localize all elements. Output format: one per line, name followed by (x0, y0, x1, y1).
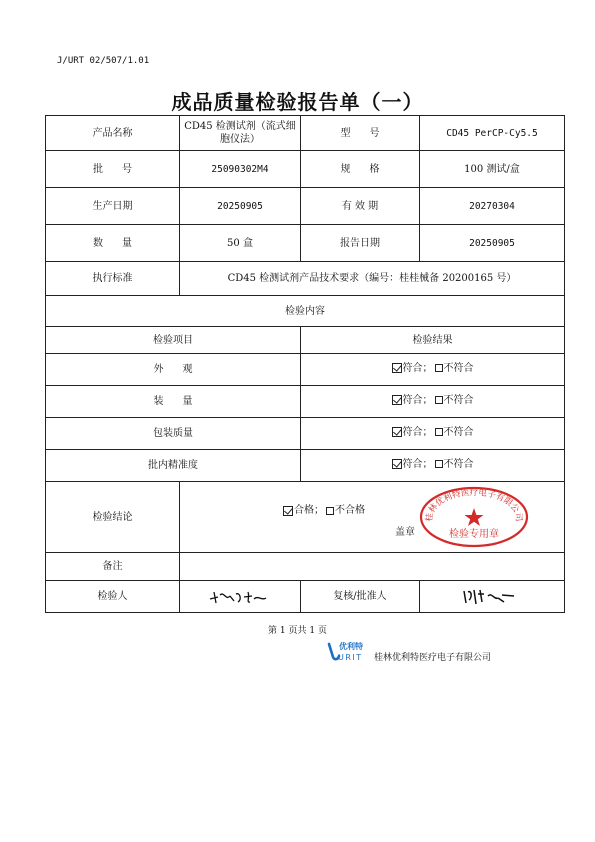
inspection-result (301, 354, 565, 386)
stamp-star-icon (465, 508, 484, 526)
inspection-result-header: 检验结果 (301, 327, 565, 354)
inspection-result (301, 386, 565, 418)
fail-label: 不符合 (443, 362, 474, 374)
quantity-label: 数 量 (46, 225, 180, 262)
stamp-top-text: 桂林优利特医疗电子有限公司 (424, 488, 524, 523)
section-title: 检验内容 (46, 296, 565, 327)
fail-checkbox[interactable] (435, 396, 443, 404)
inspector-label: 检验人 (46, 581, 180, 613)
qualified-checkbox[interactable] (283, 506, 293, 516)
expiry-label: 有 效 期 (301, 188, 420, 225)
inspection-header-row (46, 327, 565, 354)
unqualified-label: 不合格 (335, 505, 365, 516)
fail-label: 不符合 (443, 394, 474, 406)
fail-label: 不符合 (443, 426, 474, 438)
inspection-item-name: 批内精准度 (46, 450, 301, 482)
batch-label: 批 号 (46, 151, 180, 188)
remarks-label: 备注 (46, 553, 180, 581)
product-name-label: 产品名称 (46, 116, 180, 151)
model-label: 型 号 (301, 116, 420, 151)
conclusion-row (46, 482, 565, 553)
fail-checkbox[interactable] (435, 460, 443, 468)
pass-label: 符合； (402, 362, 433, 374)
pass-label: 符合； (402, 426, 433, 438)
reviewer-signature (420, 581, 565, 613)
inspection-result (301, 450, 565, 482)
standard-row (46, 262, 565, 296)
inspection-item-name: 包装质量 (46, 418, 301, 450)
expiry-value: 20270304 (420, 188, 565, 225)
inspector-signature-icon (204, 587, 276, 607)
inspection-stamp (418, 486, 530, 548)
inspection-result (301, 418, 565, 450)
reviewer-signature-icon (456, 586, 528, 608)
standard-value: CD45 检测试剂产品技术要求（编号：桂桂械备 20200165 号） (180, 262, 565, 296)
inspection-row (46, 386, 565, 418)
reviewer-label: 复核/批准人 (301, 581, 420, 613)
inspection-item-name: 外 观 (46, 354, 301, 386)
pass-checkbox[interactable] (392, 459, 402, 469)
production-date-value: 20250905 (180, 188, 301, 225)
report-date-label: 报告日期 (301, 225, 420, 262)
page-number: 第 1 页共 1 页 (268, 626, 327, 636)
stamp-center-text: 检验专用章 (449, 529, 499, 540)
company-logo (327, 640, 371, 664)
page-title: 成品质量检验报告单（一） (171, 90, 424, 114)
fail-label: 不符合 (443, 458, 474, 470)
inspection-item-header: 检验项目 (46, 327, 301, 354)
pass-label: 符合； (402, 394, 433, 406)
conclusion-label: 检验结论 (46, 482, 180, 553)
document-code: J/URT 02/507/1.01 (57, 56, 150, 66)
pass-checkbox[interactable] (392, 427, 402, 437)
inspector-signature (180, 581, 301, 613)
pass-label: 符合； (402, 458, 433, 470)
info-row (46, 116, 565, 151)
company-name: 桂林优利特医疗电子有限公司 (374, 653, 492, 663)
report-date-value: 20250905 (420, 225, 565, 262)
remarks-row (46, 553, 565, 581)
inspection-row (46, 354, 565, 386)
info-row (46, 225, 565, 262)
spec-value: 100 测试/盒 (420, 151, 565, 188)
inspection-row (46, 418, 565, 450)
batch-value: 25090302M4 (180, 151, 301, 188)
pass-checkbox[interactable] (392, 395, 402, 405)
unqualified-checkbox[interactable] (326, 507, 334, 515)
model-value: CD45 PerCP-Cy5.5 (420, 116, 565, 151)
info-row (46, 188, 565, 225)
inspection-item-name: 装 量 (46, 386, 301, 418)
product-name-value: CD45 检测试剂（流式细胞仪法） (180, 116, 301, 151)
qualified-label: 合格； (294, 505, 324, 516)
standard-label: 执行标准 (46, 262, 180, 296)
spec-label: 规 格 (301, 151, 420, 188)
report-table (45, 115, 565, 613)
info-row (46, 151, 565, 188)
section-row (46, 296, 565, 327)
fail-checkbox[interactable] (435, 364, 443, 372)
quantity-value: 50 盒 (180, 225, 301, 262)
logo-en-text: URIT (338, 653, 363, 662)
production-date-label: 生产日期 (46, 188, 180, 225)
inspection-row (46, 450, 565, 482)
logo-cn-text: 优利特 (339, 642, 363, 651)
conclusion-cell (180, 482, 565, 553)
signature-row (46, 581, 565, 613)
remarks-value (180, 553, 565, 581)
fail-checkbox[interactable] (435, 428, 443, 436)
seal-label: 盖章 (395, 527, 415, 538)
pass-checkbox[interactable] (392, 363, 402, 373)
